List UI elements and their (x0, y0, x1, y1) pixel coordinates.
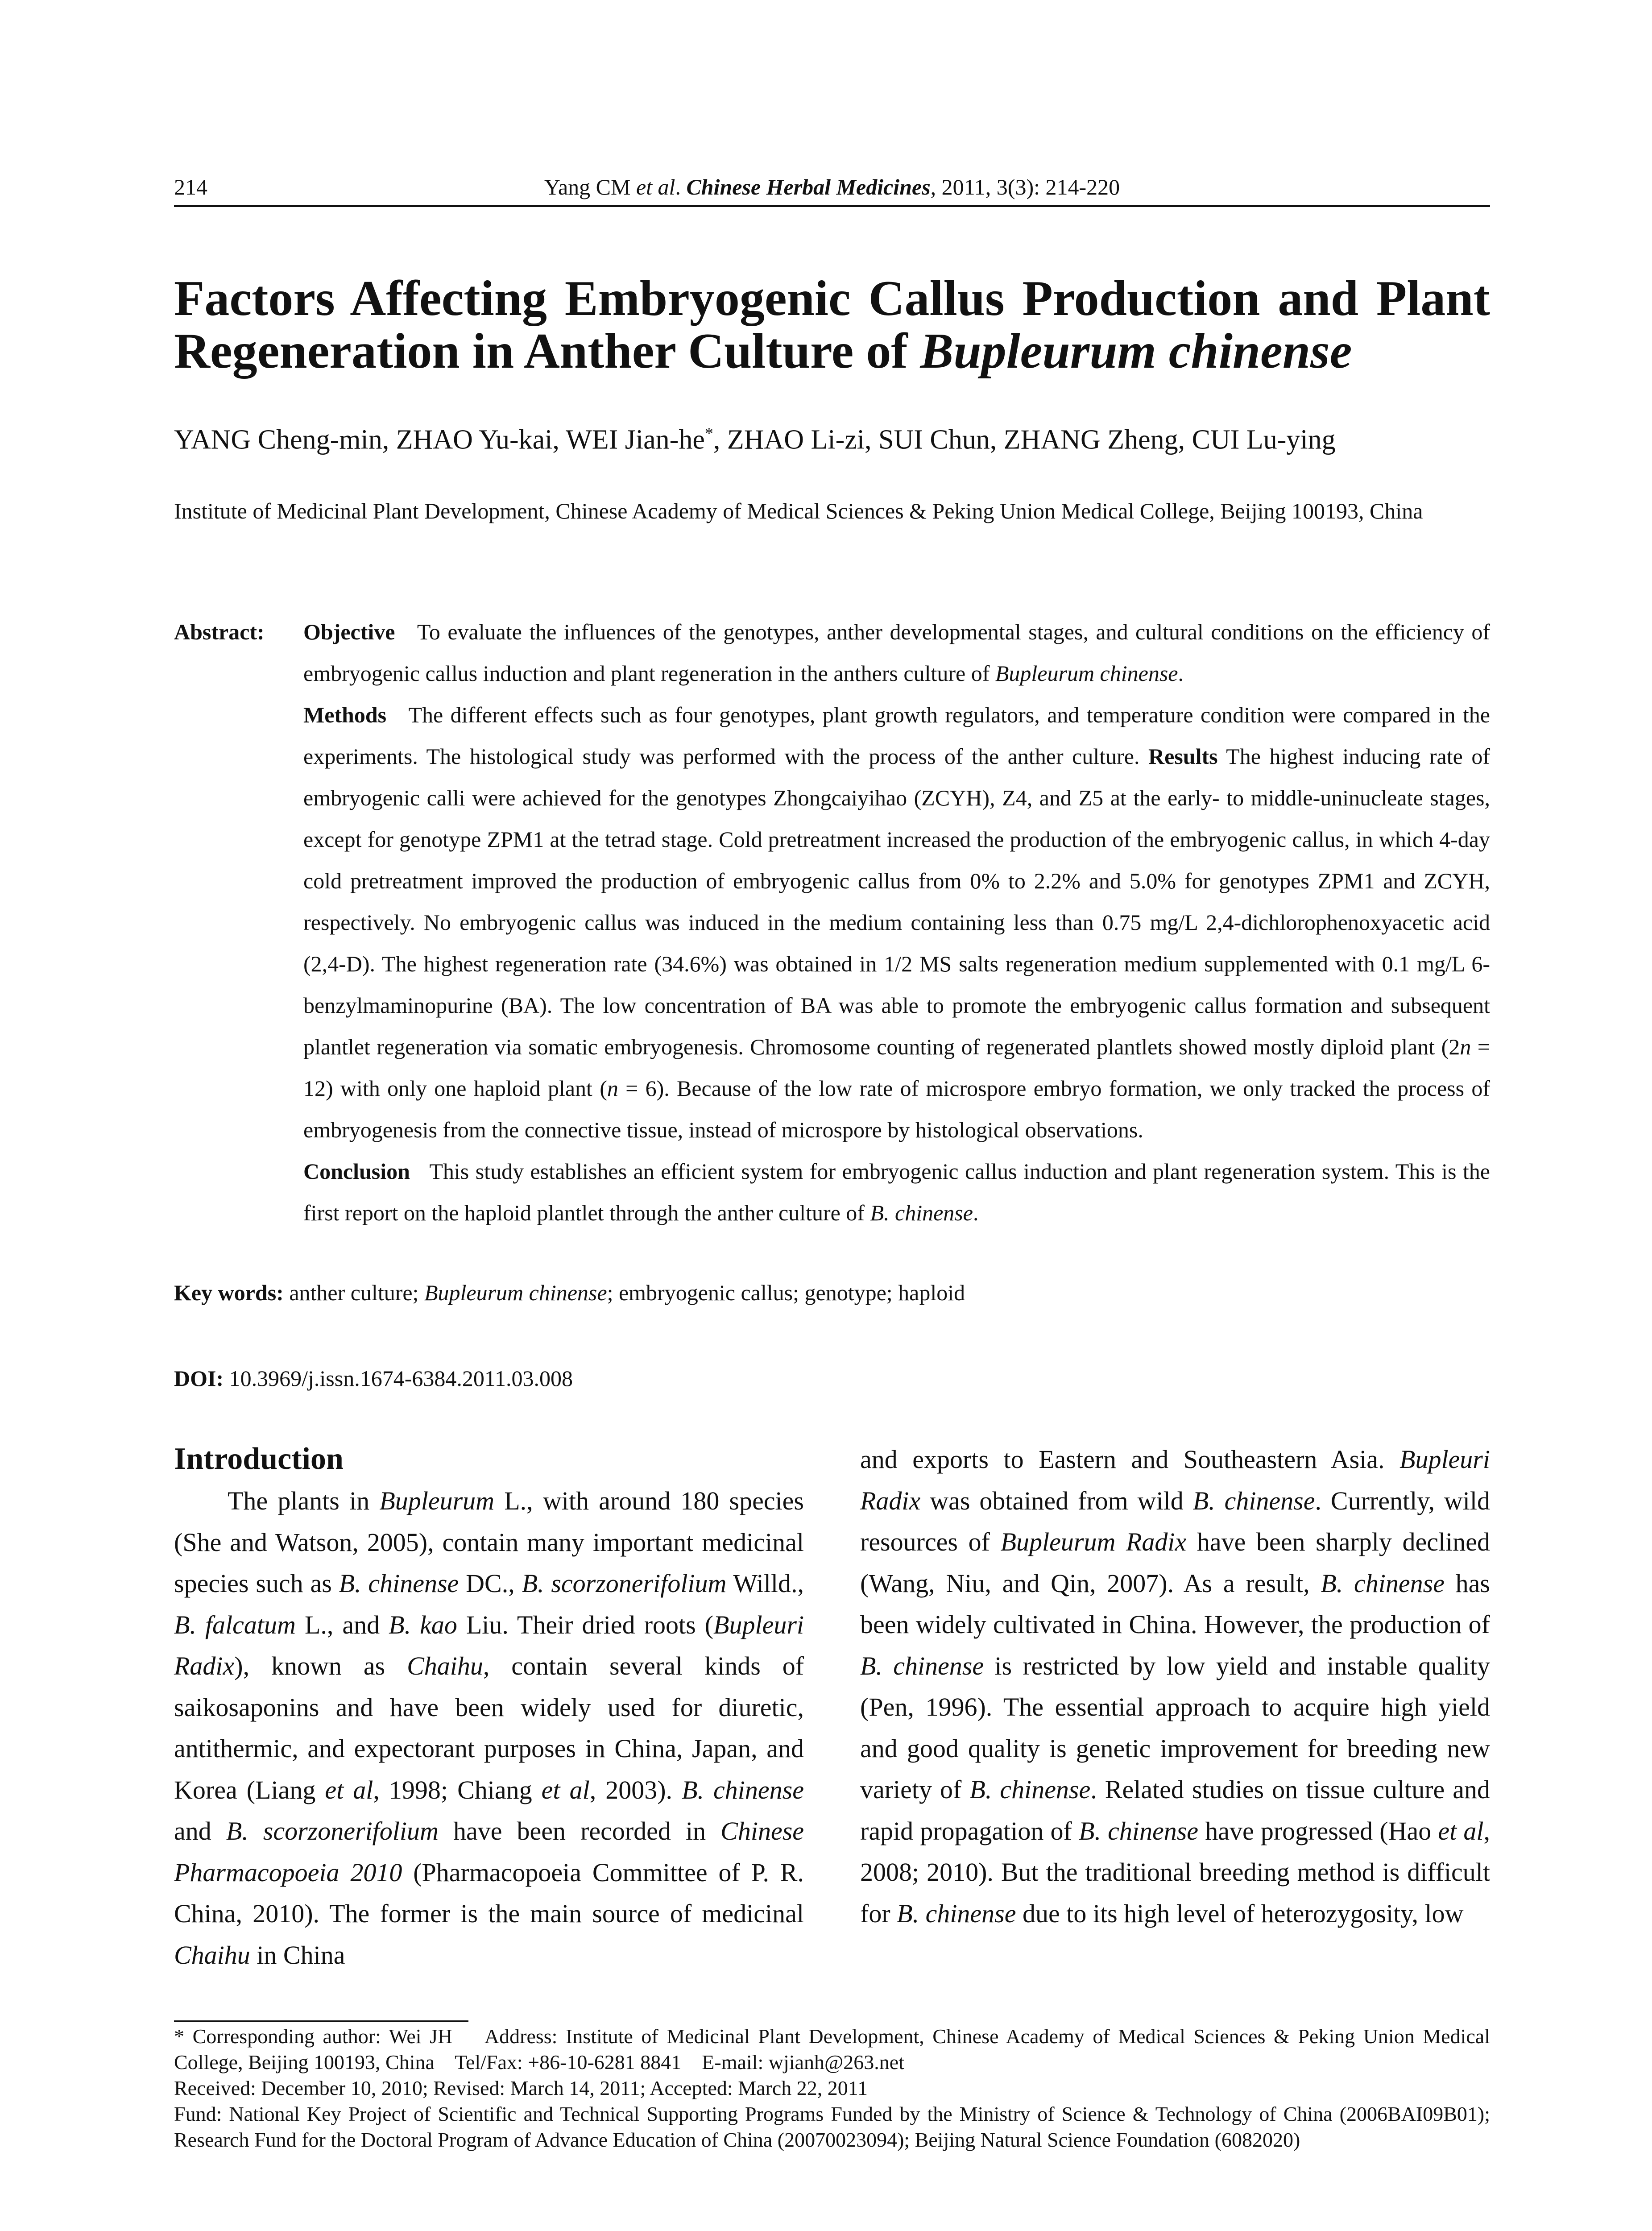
abstract-label: Abstract: (174, 619, 265, 644)
footnotes (174, 2024, 1495, 2153)
footnote-divider (174, 2020, 468, 2022)
running-header (174, 174, 1490, 207)
intro-column-left: The plants in Bupleurum L., with around 180 species (She and Watson, 2005), contain many important medicinal species such as B. chinense DC., B. scorzonerifolium Willd., B. falcatum L., and B. kao Liu. Their dried roots (Bupleuri Radix), known as Chaihu, contain several kinds of saikosaponins and have been widely used for diuretic, antithermic, and expectorant purposes in China, Japan, and Korea (Liang et al, 1998; Chiang et al, 2003). B. chinense and B. scorzonerifolium have been recorded in Chinese Pharmacopoeia 2010 (Pharmacopoeia Committee of P. R. China, 2010). The former is the main source of medicinal Chaihu in China (174, 1486, 804, 1970)
footnote-corresponding: * Corresponding author: Wei JH Address: Institute of Medicinal Plant Development, Chinese Academy of Medical Sciences & Peking Union Medical College, Beijing 100193, China Tel/Fax: +86-10-6281 8841 E-mail: wjianh@263.net (174, 2025, 1495, 2073)
citation: Yang CM et al. Chinese Herbal Medicines, 2011, 3(3): 214-220 (544, 174, 1120, 199)
journal-name: Chinese Herbal Medicines (686, 174, 931, 199)
doi: DOI: 10.3969/j.issn.1674-6384.2011.03.008 (174, 1366, 573, 1391)
intro-column-right: and exports to Eastern and Southeastern Asia. Bupleuri Radix was obtained from wild B. chinense. Currently, wild resources of Bupleurum Radix have been sharply declined (Wang, Niu, and Qin, 2007). As a result, B. chinense has been widely cultivated in China. However, the production of B. chinense is restricted by low yield and instable quality (Pen, 1996). The essential approach to acquire high yield and good quality is genetic improvement for breeding new variety of B. chinense. Related studies on tissue culture and rapid propagation of B. chinense have progressed (Hao et al, 2008; 2010). But the traditional breeding method is difficult for B. chinense due to its high level of heterozygosity, low (860, 1445, 1491, 1928)
author-list: YANG Cheng-min, ZHAO Yu-kai, WEI Jian-he*, ZHAO Li-zi, SUI Chun, ZHANG Zheng, CUI Lu-ying (174, 424, 1336, 455)
abstract-body: Objective To evaluate the influences of the genotypes, anther developmental stages, and cultural conditions on the efficiency of embryogenic callus induction and plant regeneration in the anthers culture of Bupleurum chinense. Methods The different effects such as four genotypes, plant growth regulators, and temperature condition were compared in the experiments. The histological study was performed with the process of the anther culture. Results The highest inducing rate of embryogenic calli were achieved for the genotypes Zhongcaiyihao (ZCYH), Z4, and Z5 at the early- to middle-uninucleate stages, except for genotype ZPM1 at the tetrad stage. Cold pretreatment increased the production of the embryogenic callus, in which 4-day cold pretreatment improved the production of embryogenic callus from 0% to 2.2% and 5.0% for genotypes ZPM1 and ZCYH, respectively. No embryogenic callus was induced in the medium containing less than 0.75 mg/L 2,4-dichlorophenoxyacetic acid (2,4-D). The highest regeneration rate (34.6%) was obtained in 1/2 MS salts regeneration medium supplemented with 0.1 mg/L 6-benzylmaminopurine (BA). The low concentration of BA was able to promote the embryogenic callus formation and subsequent plantlet regeneration via somatic embryogenesis. Chromosome counting of regenerated plantlets showed mostly diploid plant (2n = 12) with only one haploid plant (n = 6). Because of the low rate of microspore embryo formation, we only tracked the process of embryogenesis from the connective tissue, instead of microspore by histological observations. Conclusion This study establishes an efficient system for embryogenic callus induction and plant regeneration system. This is the first report on the haploid plantlet through the anther culture of B. chinense. (303, 619, 1491, 1225)
page-number: 214 (174, 174, 207, 199)
footnote-received: Received: December 10, 2010; Revised: March 14, 2011; Accepted: March 22, 2011 (174, 2077, 868, 2099)
affiliation: Institute of Medicinal Plant Development, Chinese Academy of Medical Sciences & Peking Union Medical College, Beijing 100193, China (174, 498, 1423, 523)
section-heading-introduction: Introduction (174, 1442, 344, 1476)
footnote-fund: Fund: National Key Project of Scientific and Technical Supporting Programs Funded by the Ministry of Science & Technology of China (2006BAI09B01); Research Fund for the Doctoral Program of Advance Education of China (20070023094); Beijing Natural Science Foundation (6082020) (174, 2102, 1490, 2151)
article-title: Factors Affecting Embryogenic Callus Production and Plant Regeneration in Anther Culture of Bupleurum chinense (174, 271, 1490, 379)
keywords: Key words: anther culture; Bupleurum chinense; embryogenic callus; genotype; haploid (174, 1280, 965, 1305)
